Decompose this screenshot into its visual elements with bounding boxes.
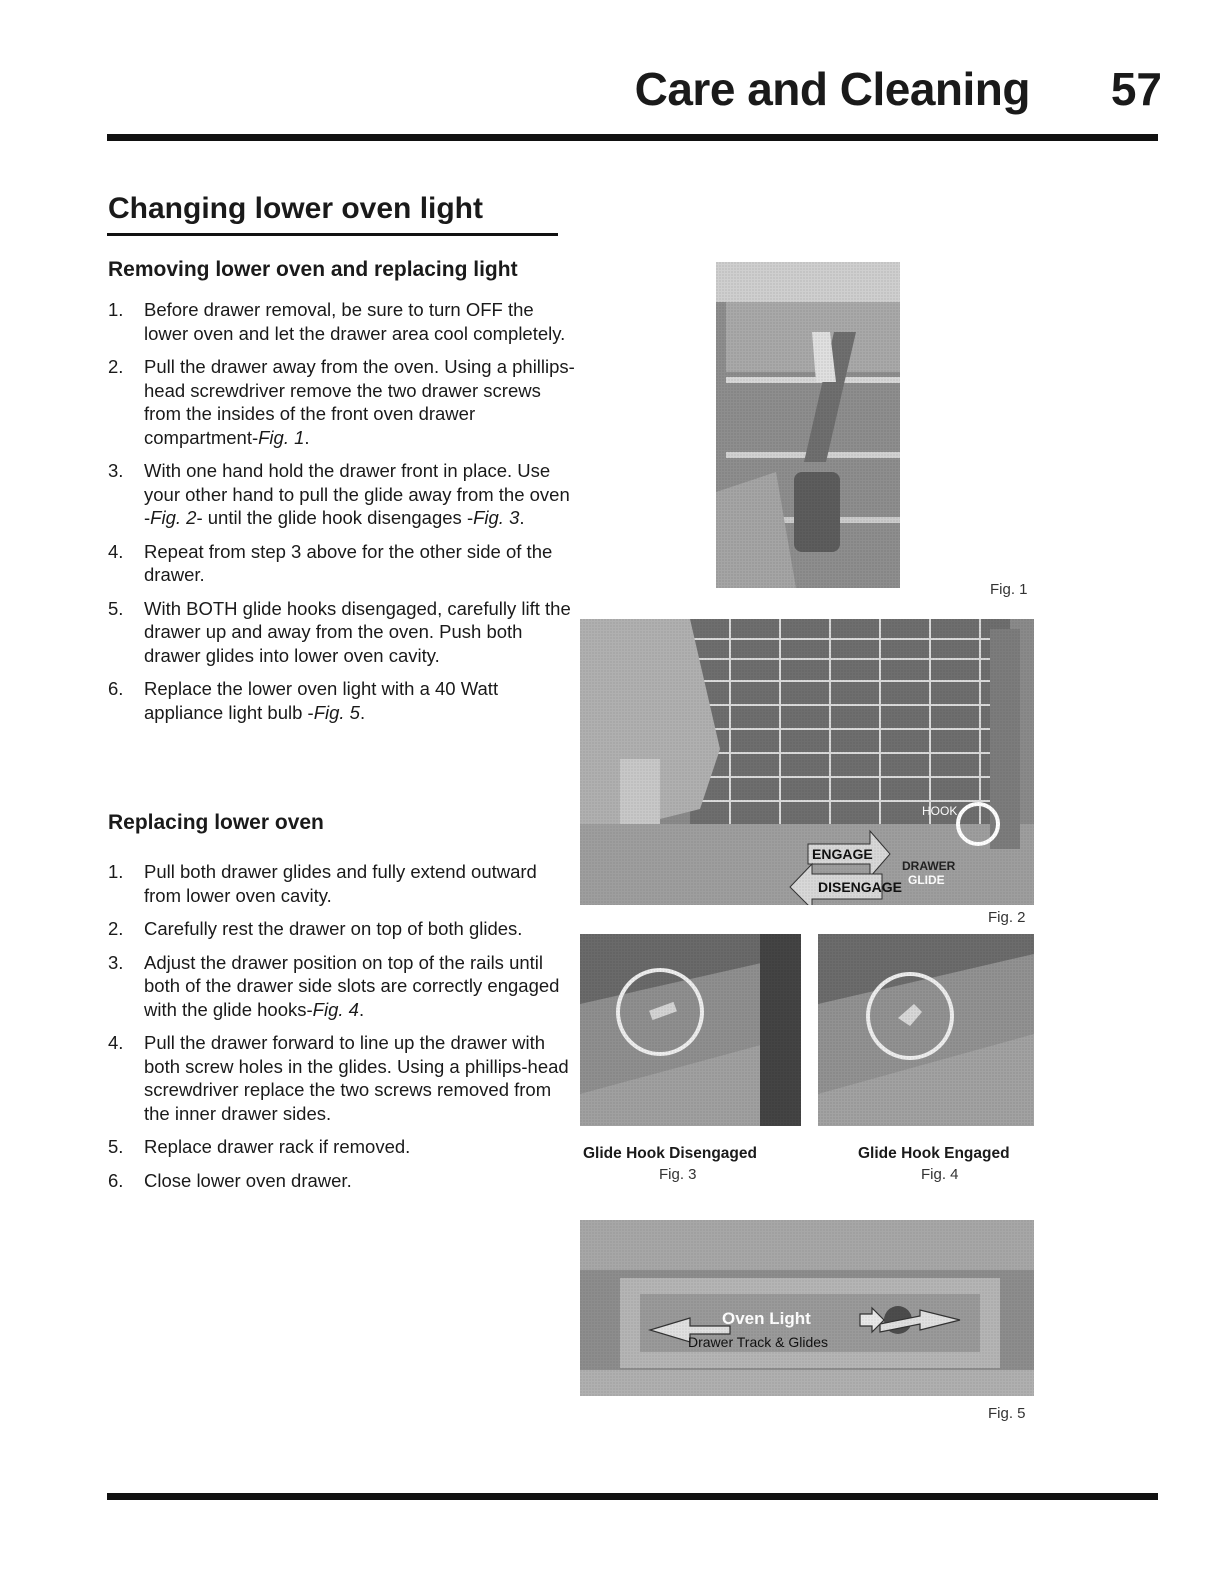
figure-5-label: Fig. 5 [988,1405,1026,1422]
figure-reference: Fig. 1 [258,426,305,448]
step-number: 4. [108,1032,124,1053]
removing-steps-list [108,298,578,734]
figure-reference: Fig. 3 [473,507,520,528]
list-item [108,1135,578,1159]
step-text: Pull both drawer glides and fully extend outward from lower oven cavity. [144,861,537,906]
page-header-title: Care and Cleaning [634,63,1030,115]
section-title: Changing lower oven light [108,192,483,225]
step-text: Carefully rest the drawer on top of both glides. [144,918,523,939]
figure-4-label: Fig. 4 [921,1166,959,1183]
replacing-steps-list [108,860,578,1202]
step-number: 3. [108,951,124,973]
figure-reference: Fig. 2 [150,507,197,528]
step-number: 1. [108,299,124,320]
list-item [108,951,578,1022]
step-text-mid: - until the glide hook disengages - [196,507,474,528]
list-item [108,677,578,724]
step-number: 4. [108,540,124,562]
subheading-removing: Removing lower oven and replacing light [108,258,518,281]
figure-3-label: Fig. 3 [659,1166,697,1183]
step-number: 1. [108,861,124,882]
step-text-end: . [519,507,525,528]
subheading-replacing: Replacing lower oven [108,811,324,834]
figure-4-engaged-photo [818,934,1034,1126]
step-text-end: . [358,998,365,1020]
step-text-end: . [304,426,310,448]
figure-3-disengaged-photo [580,934,801,1126]
step-text: With one hand hold the drawer front in place. Use your other hand to pull the glide away from the oven - [144,460,570,528]
step-text: Replace drawer rack if removed. [144,1136,411,1157]
step-text: With BOTH glide hooks disengaged, carefully lift the drawer up and away from the oven. Push both drawer glides into lower oven cavity. [144,597,571,666]
page-number: 57 [1110,63,1162,115]
figure-4-caption: Glide Hook Engaged [858,1145,1010,1162]
step-number: 5. [108,1136,124,1157]
figure-2-glide-photo [580,619,1034,905]
figure-1-label: Fig. 1 [990,581,1028,598]
list-item [108,1031,578,1125]
list-item [108,459,578,530]
step-text-end: . [359,701,366,723]
step-text: Before drawer removal, be sure to turn OFF the lower oven and let the drawer area cool completely. [144,299,566,344]
footer-rule [107,1493,1158,1500]
step-number: 5. [108,597,124,619]
figure-3-caption: Glide Hook Disengaged [583,1145,757,1162]
figure-2-label: Fig. 2 [988,909,1026,926]
step-number: 6. [108,1169,124,1191]
section-title-underline [107,233,558,236]
list-item [108,355,578,449]
step-text: Repeat from step 3 above for the other side of the drawer. [144,540,553,585]
step-text: Close lower oven drawer. [144,1169,352,1191]
list-item [108,540,578,587]
figure-reference: Fig. 5 [313,701,360,723]
list-item [108,298,578,345]
list-item [108,860,578,907]
step-number: 2. [108,356,124,377]
list-item [108,917,578,941]
step-number: 3. [108,460,124,481]
step-text: Adjust the drawer position on top of the rails until both of the drawer side slots are correctly engaged with the glide hooks- [144,951,560,1020]
figure-5-oven-light-photo [580,1220,1034,1396]
header-rule [107,134,1158,141]
list-item [108,597,578,668]
step-number: 6. [108,678,124,699]
step-text: Replace the lower oven light with a 40 Watt appliance light bulb - [144,678,499,723]
step-text: Pull the drawer forward to line up the drawer with both screw holes in the glides. Using a phillips-head screwdriver replace the two screws removed from the inner drawer sides. [144,1032,569,1124]
figure-1-screwdriver-photo [716,262,900,588]
list-item [108,1169,578,1193]
figure-reference: Fig. 4 [312,998,359,1020]
step-text: Pull the drawer away from the oven. Using a phillips-head screwdriver remove the two drawer screws from the insides of the front oven drawer compartment- [144,356,575,448]
step-number: 2. [108,918,124,939]
